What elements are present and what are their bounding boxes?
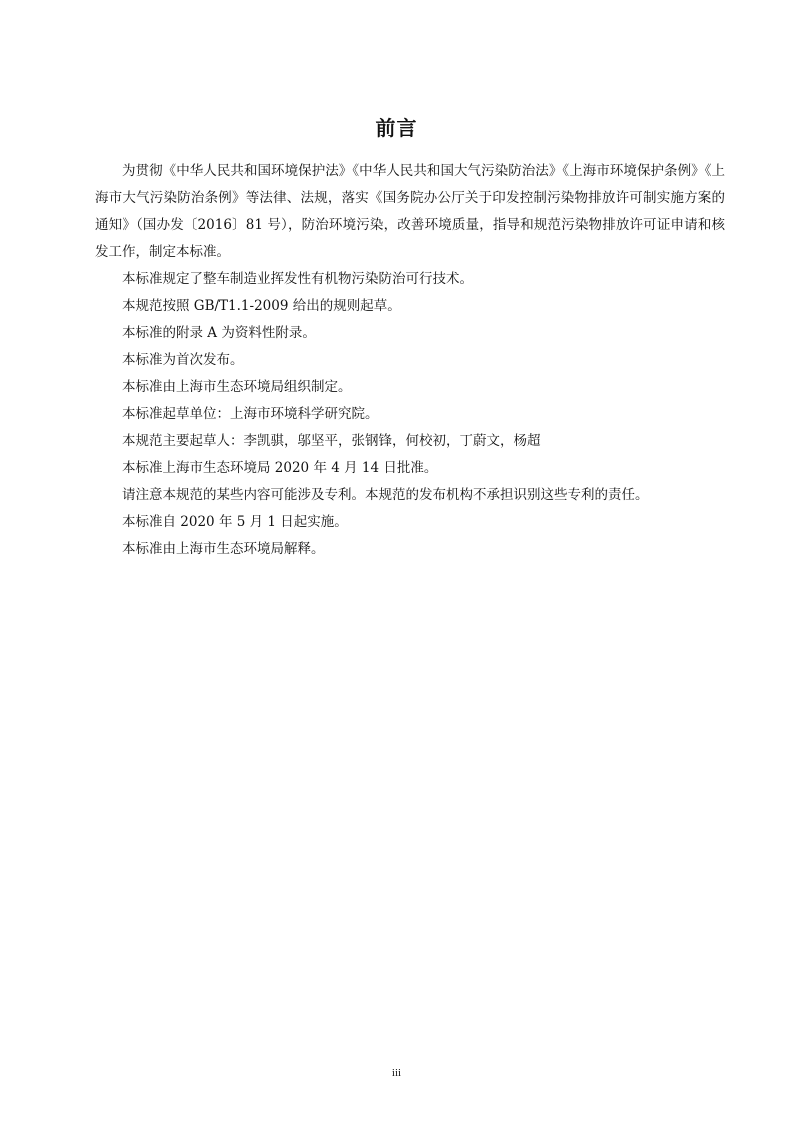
paragraph-organizer: 本标准由上海市生态环境局组织制定。	[122, 379, 352, 395]
paragraph-drafting-rules: 本规范按照 GB/T1.1-2009 给出的规则起草。	[122, 298, 401, 314]
paragraph-appendix: 本标准的附录 A 为资料性附录。	[122, 325, 316, 341]
page-number: iii	[391, 1067, 402, 1079]
paragraph-drafting-unit: 本标准起草单位：上海市环境科学研究院。	[122, 406, 379, 422]
paragraph-purpose: 为贯彻《中华人民共和国环境保护法》《中华人民共和国大气污染防治法》《上海市环境保护条例》《上海市大气污染防治条例》等法律、法规，落实《国务院办公厅关于印发控制污染物排放许可制实施方案的通知》（国办发〔2016〕81 号），防治环境污染，改善环境质量，指导和规范污染物排放许可证申请和核发工作，制定本标准。	[95, 163, 725, 260]
foreword-body	[95, 158, 725, 563]
paragraph-approval: 本标准上海市生态环境局 2020 年 4 月 14 日批准。	[122, 460, 438, 476]
paragraph-scope: 本标准规定了整车制造业挥发性有机物污染防治可行技术。	[122, 271, 473, 287]
page-title: 前言	[375, 116, 418, 140]
paragraph-interpretation: 本标准由上海市生态环境局解释。	[122, 541, 325, 557]
paragraph-effective-date: 本标准自 2020 年 5 月 1 日起实施。	[122, 514, 348, 530]
paragraph-first-release: 本标准为首次发布。	[122, 352, 244, 368]
paragraph-patent-notice: 请注意本规范的某些内容可能涉及专利。本规范的发布机构不承担识别这些专利的责任。	[122, 487, 649, 503]
paragraph-drafters: 本规范主要起草人：李凯骐，邬坚平，张钢锋，何校初，丁蔚文，杨超	[122, 433, 541, 449]
